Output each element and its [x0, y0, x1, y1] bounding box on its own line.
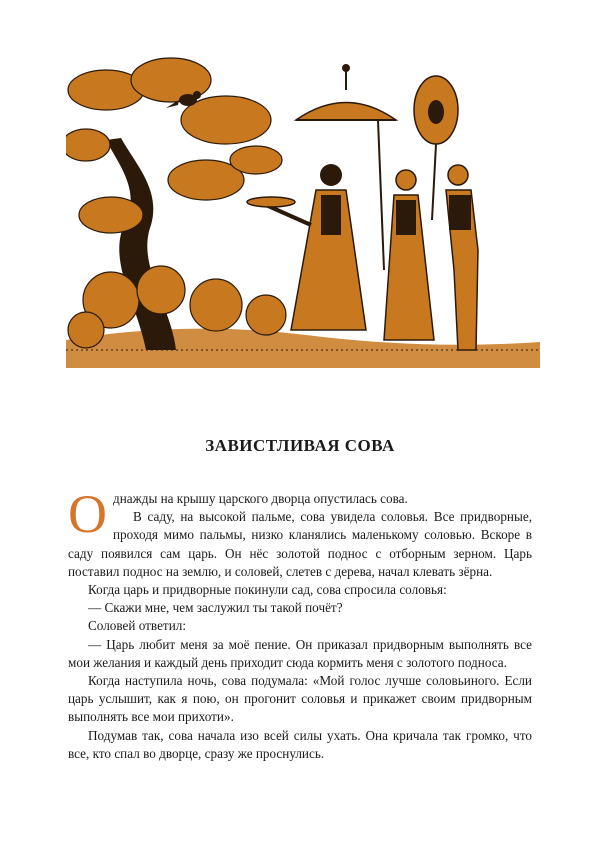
servant-figure — [384, 170, 434, 340]
paragraph: Однажды на крышу царского дворца опустилась сова. — [68, 484, 408, 544]
page-title: ЗАВИСТЛИВАЯ СОВА — [205, 436, 395, 455]
story-text — [68, 484, 532, 763]
paragraph: Подумав так, сова начала изо всей силы ухать. Она кричала так громко, что все, кто спал во дворце, сразу же проснулись. — [68, 727, 532, 761]
tree-foliage — [66, 58, 282, 233]
paragraph: Соловей ответил: — [88, 618, 186, 634]
paragraph: — Скажи мне, чем заслужил ты такой почёт? — [88, 600, 343, 616]
paragraph: Когда царь и придворные покинули сад, сова спросила соловья: — [88, 582, 447, 598]
paragraph: Когда наступила ночь, сова подумала: «Мой голос лучше соловьиного. Если царь услышит, как я пою, он прогонит соловья и прикажет своим придворным выполнять все мои прихоти». — [68, 673, 532, 725]
illustration — [66, 50, 540, 368]
servant-figure — [446, 165, 478, 350]
paragraph: В саду, на высокой пальме, сова увидела соловья. Все придворные, проходя мимо пальмы, низко кланялись маленькому соловью. Вскоре в саду появился сам царь. Он нёс золотой поднос с отборным зерном. Царь поставил поднос на землю, и соловей, слетев с дерева, начал клевать зёрна. — [68, 509, 532, 579]
paragraph: — Царь любит меня за моё пение. Он приказал придворным выполнять все мои желания и каждый день приходит сюда кормить меня с золотого подноса. — [68, 636, 532, 670]
drop-cap: О — [68, 484, 107, 544]
